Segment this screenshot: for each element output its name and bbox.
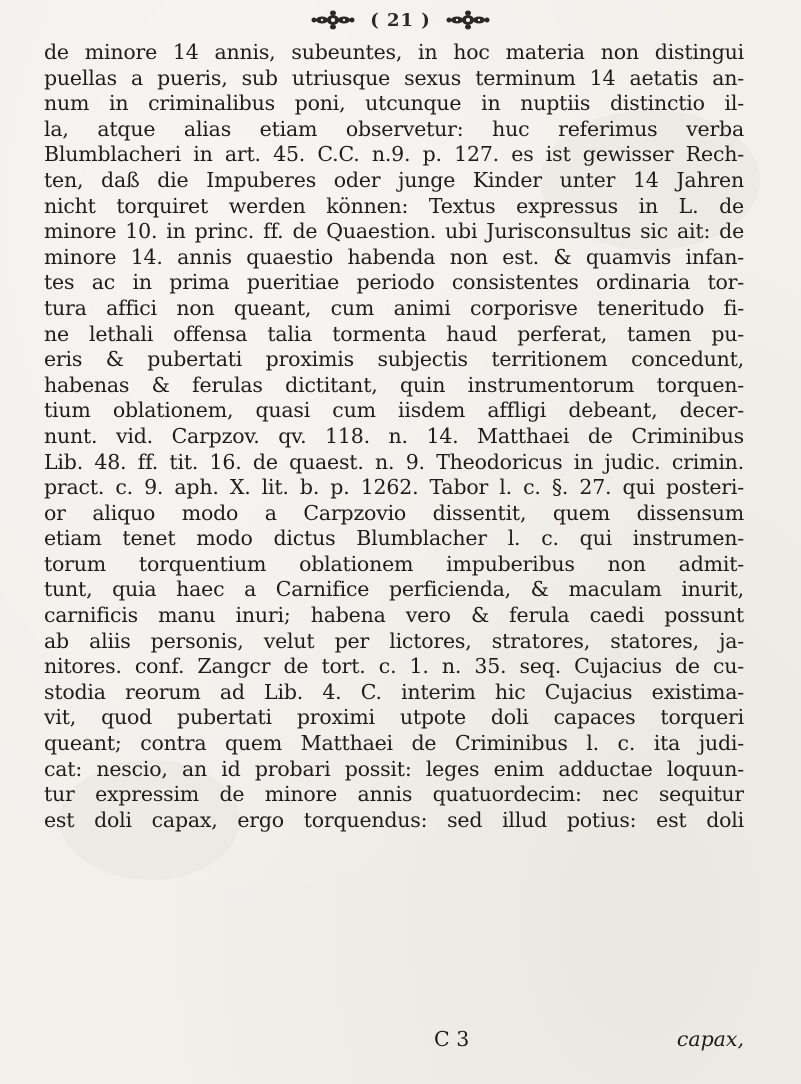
- text-line: tura affici non queant, cum animi corporisve teneritudo fi-: [44, 295, 744, 320]
- text-line: nicht torquiret werden können: Textus expressus in L. de: [44, 193, 744, 218]
- text-line: ab aliis personis, velut per lictores, stratores, statores, ja-: [44, 628, 744, 653]
- text-line: or aliquo modo a Carpzovio dissentit, quem dissensum: [44, 500, 744, 525]
- flower-ornament-icon: [445, 10, 491, 30]
- text-line: ten, daß die Impuberes oder junge Kinder unter 14 Jahren: [44, 167, 744, 192]
- text-line: tes ac in prima pueritiae periodo consistentes ordinaria tor-: [44, 270, 744, 295]
- text-line: etiam tenet modo dictus Blumblacher l. c. qui instrumen-: [44, 526, 744, 551]
- text-line: pract. c. 9. aph. X. lit. b. p. 1262. Tabor l. c. §. 27. qui posteri-: [44, 475, 744, 500]
- text-line: la, atque alias etiam observetur: huc referimus verba: [44, 116, 744, 141]
- text-line: torum torquentium oblationem impuberibus non admit-: [44, 551, 744, 576]
- text-line: minore 10. in princ. ff. de Quaestion. ubi Jurisconsultus sic ait: de: [44, 219, 744, 244]
- flower-ornament-icon: [310, 10, 356, 30]
- text-line: carnificis manu inuri; habena vero & ferula caedi possunt: [44, 603, 744, 628]
- text-line: stodia reorum ad Lib. 4. C. interim hic Cujacius existima-: [44, 679, 744, 704]
- text-line: puellas a pueris, sub utriusque sexus terminum 14 aetatis an-: [44, 65, 744, 90]
- text-line: tium oblationem, quasi cum iisdem affligi debeant, decer-: [44, 398, 744, 423]
- text-line: nitores. conf. Zangcr de tort. c. 1. n. 35. seq. Cujacius de cu-: [44, 654, 744, 679]
- text-line: num in criminalibus poni, utcunque in nuptiis distinctio il-: [44, 91, 744, 116]
- page-number: ( 21 ): [370, 9, 431, 31]
- text-line: nunt. vid. Carpzov. qv. 118. n. 14. Matthaei de Criminibus: [44, 423, 744, 448]
- text-line: tunt, quia haec a Carnifice perficienda, & maculam inurit,: [44, 577, 744, 602]
- body-text: [44, 40, 744, 833]
- text-line: habenas & ferulas dictitant, quin instrumentorum torquen-: [44, 372, 744, 397]
- page-header: [0, 6, 801, 34]
- text-line: cat: nescio, an id probari possit: leges enim adductae loquun-: [44, 756, 744, 781]
- text-line: tur expressim de minore annis quatuordecim: nec sequitur: [44, 782, 744, 807]
- text-line: Blumblacheri in art. 45. C.C. n.9. p. 127. es ist gewisser Rech-: [44, 142, 744, 167]
- text-line: vit, quod pubertati proximi utpote doli capaces torqueri: [44, 705, 744, 730]
- catchword: capax,: [676, 1027, 744, 1051]
- page-footer: [44, 1026, 744, 1052]
- text-line: Lib. 48. ff. tit. 16. de quaest. n. 9. Theodoricus in judic. crimin.: [44, 449, 744, 474]
- text-line: ne lethali offensa talia tormenta haud perferat, tamen pu-: [44, 321, 744, 346]
- text-line: de minore 14 annis, subeuntes, in hoc materia non distingui: [44, 40, 744, 64]
- text-line: queant; contra quem Matthaei de Criminibus l. c. ita judi-: [44, 731, 744, 756]
- text-line: est doli capax, ergo torquendus: sed illud potius: est doli: [44, 807, 744, 832]
- text-line: eris & pubertati proximis subjectis territionem concedunt,: [44, 347, 744, 372]
- signature-mark: C 3: [434, 1027, 470, 1051]
- text-line: minore 14. annis quaestio habenda non est. & quamvis infan-: [44, 244, 744, 269]
